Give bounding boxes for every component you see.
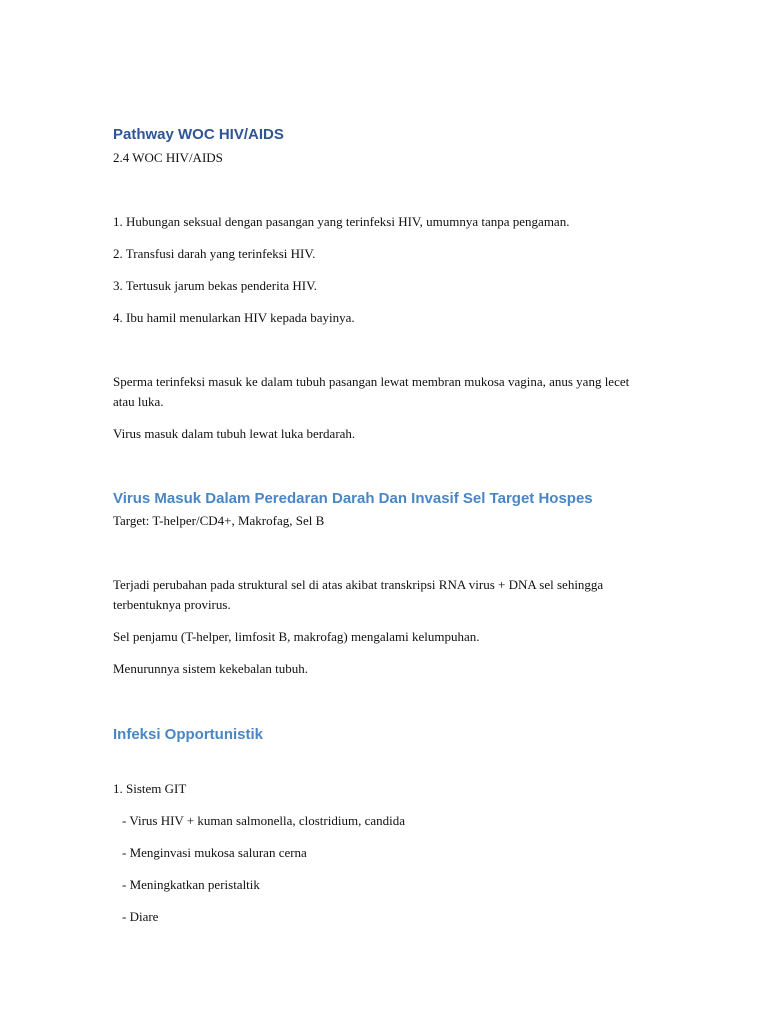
git-bullet-4: - Diare bbox=[122, 909, 159, 924]
transmission-item-2: 2. Transfusi darah yang terinfeksi HIV. bbox=[113, 246, 316, 261]
git-bullet-2: - Menginvasi mukosa saluran cerna bbox=[122, 845, 307, 860]
section-heading-virus: Virus Masuk Dalam Peredaran Darah Dan Invasif Sel Target Hospes bbox=[113, 490, 593, 507]
transmission-item-3: 3. Tertusuk jarum bekas penderita HIV. bbox=[113, 278, 318, 293]
transmission-item-4: 4. Ibu hamil menularkan HIV kepada bayinya. bbox=[113, 310, 355, 325]
document-subtitle: 2.4 WOC HIV/AIDS bbox=[113, 150, 223, 165]
target-cells-text: Target: T-helper/CD4+, Makrofag, Sel B bbox=[113, 513, 325, 528]
virus-paragraph-3: Menurunnya sistem kekebalan tubuh. bbox=[113, 661, 308, 676]
entry-paragraph-1: Sperma terinfeksi masuk ke dalam tubuh pasangan lewat membran mukosa vagina, anus yang lecet atau luka. bbox=[113, 374, 630, 409]
document-title: Pathway WOC HIV/AIDS bbox=[113, 126, 284, 143]
virus-paragraph-2: Sel penjamu (T-helper, limfosit B, makrofag) mengalami kelumpuhan. bbox=[113, 629, 480, 644]
transmission-item-1: 1. Hubungan seksual dengan pasangan yang terinfeksi HIV, umumnya tanpa pengaman. bbox=[113, 214, 570, 229]
entry-paragraph-2: Virus masuk dalam tubuh lewat luka berdarah. bbox=[113, 426, 356, 441]
git-bullet-3: - Meningkatkan peristaltik bbox=[122, 877, 260, 892]
section-heading-infection: Infeksi Opportunistik bbox=[113, 726, 264, 743]
system-git-label: 1. Sistem GIT bbox=[113, 781, 187, 796]
git-bullet-1: - Virus HIV + kuman salmonella, clostridium, candida bbox=[122, 813, 405, 828]
virus-paragraph-1: Terjadi perubahan pada struktural sel di atas akibat transkripsi RNA virus + DNA sel sehingga terbentuknya provirus. bbox=[113, 577, 604, 612]
